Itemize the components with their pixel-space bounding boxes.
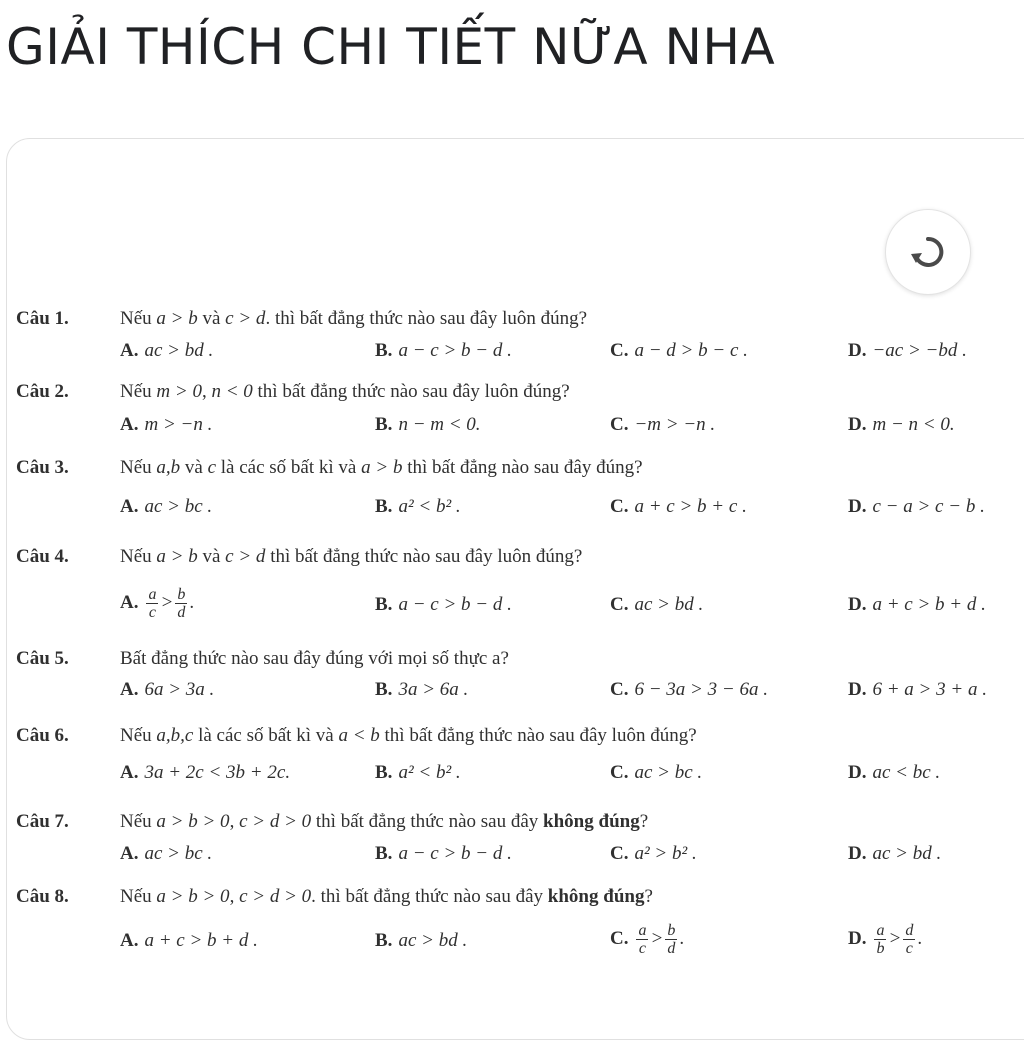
- option-a: A. m > −n .: [120, 414, 213, 435]
- question-text: Nếu m > 0, n < 0 thì bất đẳng thức nào sau đây luôn đúng?: [120, 381, 570, 402]
- question-text: Nếu a,b,c là các số bất kì và a < b thì bất đẳng thức nào sau đây luôn đúng?: [120, 725, 697, 746]
- option-a: A. ac > bc .: [120, 496, 213, 517]
- fraction: $\frac{a}{c}$: [638, 922, 647, 957]
- option-b: B. a − c > b − d .: [375, 843, 512, 864]
- question-number: Câu 6.: [16, 725, 69, 746]
- option-d: D. a + c > b + d .: [848, 594, 986, 615]
- fraction: $\frac{a}{c}$: [148, 586, 157, 621]
- option-a: A. ac > bc .: [120, 843, 213, 864]
- option-c: C. $\frac{a}{c}$ > $\frac{b}{d}$ .: [610, 922, 685, 957]
- question-text: Bất đẳng thức nào sau đây đúng với mọi số thực a?: [120, 648, 509, 669]
- option-a: A. a + c > b + d .: [120, 930, 258, 951]
- question-text: Nếu a > b và c > d. thì bất đẳng thức nào sau đây luôn đúng?: [120, 308, 588, 329]
- option-b: B. n − m < 0.: [375, 414, 481, 435]
- option-a: A. 6a > 3a .: [120, 679, 215, 700]
- option-d: D. 6 + a > 3 + a .: [848, 679, 987, 700]
- option-a: A. ac > bd .: [120, 340, 214, 361]
- question-text: Nếu a,b và c là các số bất kì và a > b thì bất đẳng nào sau đây đúng?: [120, 457, 643, 478]
- fraction: $\frac{d}{c}$: [905, 922, 914, 957]
- option-c: C. a + c > b + c .: [610, 496, 747, 517]
- fraction: $\frac{a}{b}$: [876, 922, 885, 957]
- option-b: B. a² < b² .: [375, 496, 461, 517]
- question-number: Câu 4.: [16, 546, 69, 567]
- option-a: A. $\frac{a}{c}$ > $\frac{b}{d}$ .: [120, 586, 195, 621]
- question-number: Câu 3.: [16, 457, 69, 478]
- option-d: D. $\frac{a}{b}$ > $\frac{d}{c}$ .: [848, 922, 923, 957]
- question-text: Nếu a > b và c > d thì bất đẳng thức nào sau đây luôn đúng?: [120, 546, 583, 567]
- option-a: A. 3a + 2c < 3b + 2c.: [120, 762, 291, 783]
- question-number: Câu 7.: [16, 811, 69, 832]
- question-text: Nếu a > b > 0, c > d > 0. thì bất đẳng thức nào sau đây không đúng?: [120, 886, 653, 907]
- question-number: Câu 2.: [16, 381, 69, 402]
- option-b: B. ac > bd .: [375, 930, 468, 951]
- option-c: C. −m > −n .: [610, 414, 716, 435]
- question-number: Câu 1.: [16, 308, 69, 329]
- option-c: C. 6 − 3a > 3 − 6a .: [610, 679, 768, 700]
- option-b: B. a − c > b − d .: [375, 340, 512, 361]
- option-c: C. ac > bc .: [610, 762, 703, 783]
- page-title: GIẢI THÍCH CHI TIẾT NỮA NHA: [6, 18, 776, 76]
- option-b: B. 3a > 6a .: [375, 679, 469, 700]
- question-number: Câu 8.: [16, 886, 69, 907]
- option-d: D. −ac > −bd .: [848, 340, 967, 361]
- option-d: D. m − n < 0.: [848, 414, 955, 435]
- question-number: Câu 5.: [16, 648, 69, 669]
- fraction: $\frac{b}{d}$: [667, 922, 676, 957]
- option-c: C. ac > bd .: [610, 594, 704, 615]
- question-text: Nếu a > b > 0, c > d > 0 thì bất đẳng thức nào sau đây không đúng?: [120, 811, 649, 832]
- option-d: D. ac > bd .: [848, 843, 942, 864]
- fraction: $\frac{b}{d}$: [177, 586, 186, 621]
- option-b: B. a² < b² .: [375, 762, 461, 783]
- option-c: C. a² > b² .: [610, 843, 697, 864]
- option-d: D. ac < bc .: [848, 762, 941, 783]
- option-b: B. a − c > b − d .: [375, 594, 512, 615]
- option-c: C. a − d > b − c .: [610, 340, 748, 361]
- option-d: D. c − a > c − b .: [848, 496, 985, 517]
